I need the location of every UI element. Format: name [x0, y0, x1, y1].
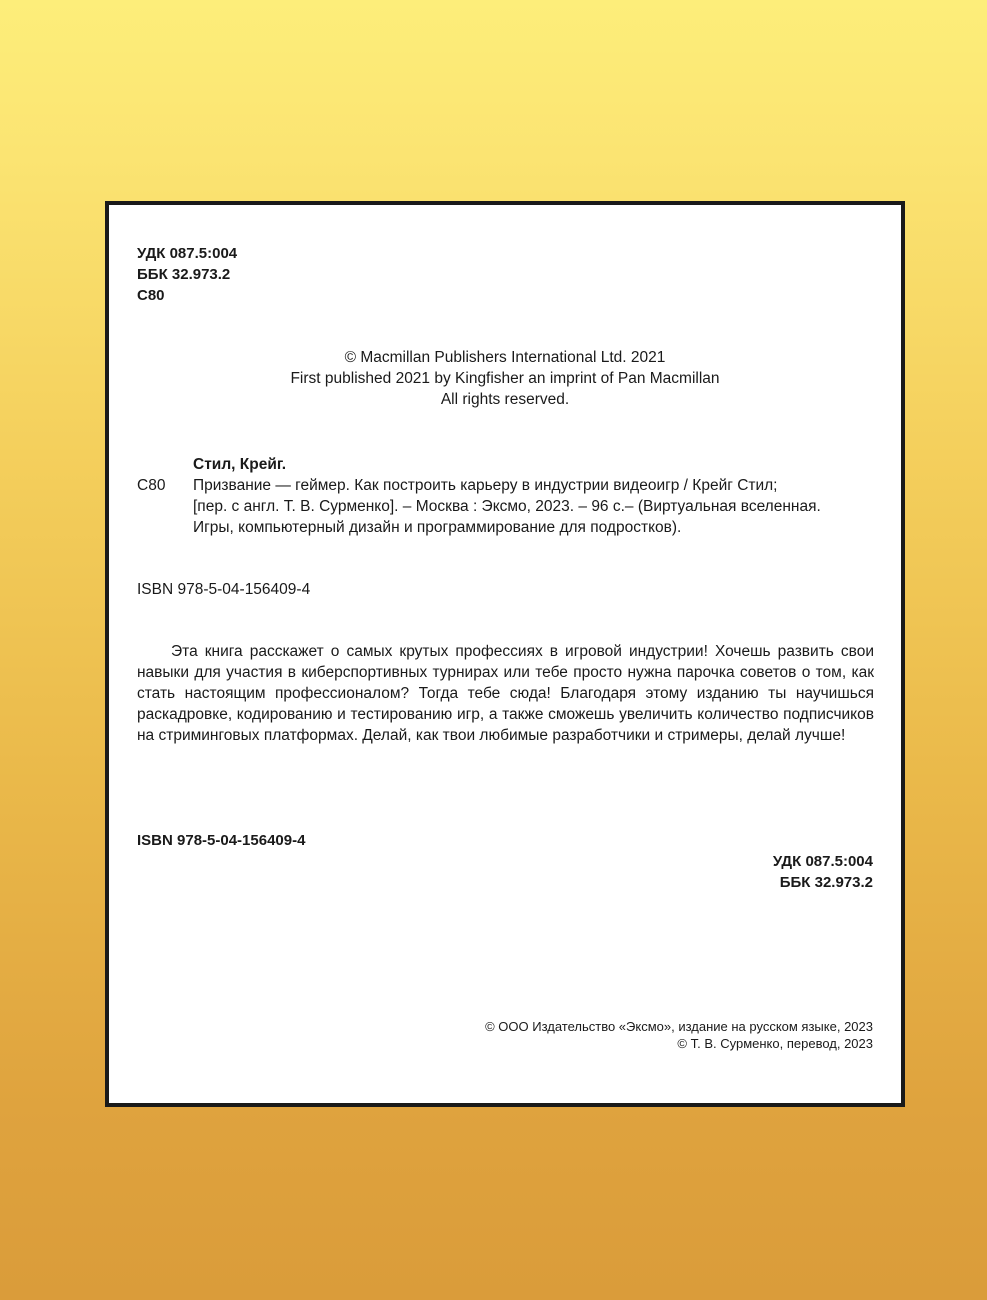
bibliographic-line-1: Призвание — геймер. Как построить карьеру в индустрии видеоигр / Крейг Стил;: [193, 477, 778, 494]
publisher-copyright-block: [485, 1018, 873, 1052]
book-annotation: Эта книга расскажет о самых крутых профессиях в игровой индустрии! Хочешь развить свои навыки для участия в киберспортивных турнирах или тебе просто нужна парочка советов о том, как стать настоящим профессионалом? Тогда тебе сюда! Благодаря этому изданию ты научишься раскадровке, кодированию и тестированию игр, а также сможешь увеличить количество подписчиков на стриминговых платформах. Делай, как твои любимые разработчики и стримеры, делай лучше!: [137, 643, 874, 744]
udk-code: УДК 087.5:004: [137, 245, 238, 262]
bibliographic-line-3: Игры, компьютерный дизайн и программирование для подростков).: [193, 519, 682, 536]
bibliographic-code: С80: [137, 477, 166, 494]
original-copyright-line-2: First published 2021 by Kingfisher an imprint of Pan Macmillan: [290, 370, 720, 387]
isbn-bold: ISBN 978-5-04-156409-4: [137, 832, 306, 849]
copyright-page-card: [105, 201, 905, 1107]
bbk-code-bottom: ББК 32.973.2: [779, 874, 873, 891]
bibliographic-line-2: [пер. с англ. Т. В. Сурменко]. – Москва : Эксмо, 2023. – 96 с.– (Виртуальная вселенная.: [193, 498, 821, 515]
bibliographic-description: [193, 475, 883, 538]
bbk-code: ББК 32.973.2: [137, 266, 231, 283]
classification-codes-top: [137, 243, 237, 306]
original-copyright-block: [109, 347, 901, 410]
bibliographic-author: Стил, Крейг.: [193, 456, 287, 473]
publisher-copyright-line-2: © Т. В. Сурменко, перевод, 2023: [677, 1036, 873, 1051]
original-copyright-line-3: All rights reserved.: [440, 391, 570, 408]
original-copyright-line-1: © Macmillan Publishers International Ltd. 2021: [344, 349, 666, 366]
classification-codes-bottom: [773, 851, 873, 893]
publisher-copyright-line-1: © ООО Издательство «Эксмо», издание на русском языке, 2023: [485, 1019, 873, 1034]
udk-code-bottom: УДК 087.5:004: [772, 853, 873, 870]
author-mark: С80: [137, 287, 165, 304]
isbn-plain: ISBN 978-5-04-156409-4: [137, 581, 311, 598]
